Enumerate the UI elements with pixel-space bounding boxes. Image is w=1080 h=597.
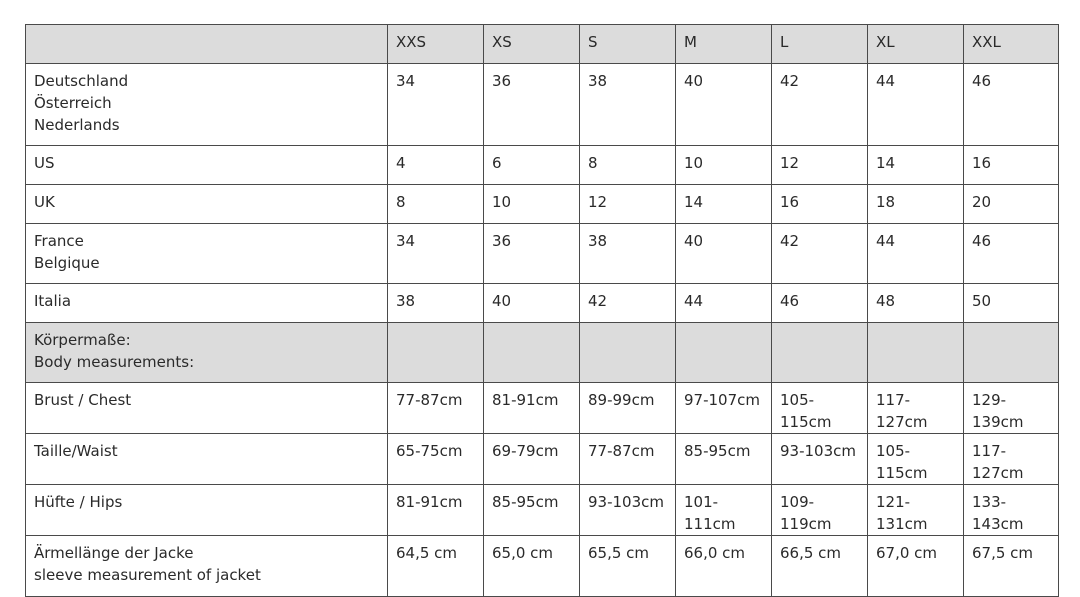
row-label: France Belgique <box>26 224 388 284</box>
row-label: UK <box>26 185 388 224</box>
table-cell: 4 <box>388 146 484 185</box>
table-cell: 16 <box>772 185 868 224</box>
table-cell: 10 <box>484 185 580 224</box>
table-cell: 44 <box>676 284 772 323</box>
table-cell: 42 <box>580 284 676 323</box>
table-cell: 38 <box>580 224 676 284</box>
table-row-de-at-nl <box>26 64 1059 146</box>
table-cell: 121-131cm <box>868 485 964 536</box>
table-row-uk <box>26 185 1059 224</box>
table-cell: 67,5 cm <box>964 536 1059 597</box>
table-cell: 10 <box>676 146 772 185</box>
table-cell: 8 <box>580 146 676 185</box>
table-cell: 97-107cm <box>676 383 772 434</box>
row-label: Ärmellänge der Jacke sleeve measurement of jacket <box>26 536 388 597</box>
size-header-row <box>26 25 1059 64</box>
table-cell: 109-119cm <box>772 485 868 536</box>
table-cell: 81-91cm <box>484 383 580 434</box>
table-cell: 64,5 cm <box>388 536 484 597</box>
row-label: US <box>26 146 388 185</box>
table-cell: 69-79cm <box>484 434 580 485</box>
table-cell <box>676 323 772 383</box>
table-cell: 16 <box>964 146 1059 185</box>
row-label: Deutschland Österreich Nederlands <box>26 64 388 146</box>
table-cell: 66,0 cm <box>676 536 772 597</box>
table-cell: 12 <box>580 185 676 224</box>
table-cell: 77-87cm <box>388 383 484 434</box>
row-label: Hüfte / Hips <box>26 485 388 536</box>
table-cell: 85-95cm <box>676 434 772 485</box>
size-header-m: M <box>676 25 772 64</box>
table-cell: 85-95cm <box>484 485 580 536</box>
row-label: Taille/Waist <box>26 434 388 485</box>
size-header-xxs: XXS <box>388 25 484 64</box>
table-cell: 40 <box>676 224 772 284</box>
table-cell: 40 <box>676 64 772 146</box>
table-cell: 42 <box>772 224 868 284</box>
table-cell: 42 <box>772 64 868 146</box>
table-cell: 6 <box>484 146 580 185</box>
table-cell: 14 <box>676 185 772 224</box>
table-row-us <box>26 146 1059 185</box>
table-cell: 36 <box>484 64 580 146</box>
table-cell: 36 <box>484 224 580 284</box>
table-cell: 65-75cm <box>388 434 484 485</box>
table-cell: 117-127cm <box>868 383 964 434</box>
table-cell: 46 <box>964 64 1059 146</box>
section-label: Körpermaße: Body measurements: <box>26 323 388 383</box>
size-header-l: L <box>772 25 868 64</box>
table-cell: 133-143cm <box>964 485 1059 536</box>
table-cell <box>868 323 964 383</box>
table-row-hips <box>26 485 1059 536</box>
size-header-xs: XS <box>484 25 580 64</box>
table-row-waist <box>26 434 1059 485</box>
table-cell <box>772 323 868 383</box>
table-cell: 18 <box>868 185 964 224</box>
table-row-fr-be <box>26 224 1059 284</box>
table-cell: 12 <box>772 146 868 185</box>
table-cell <box>580 323 676 383</box>
size-header-xxl: XXL <box>964 25 1059 64</box>
table-cell <box>388 323 484 383</box>
row-label: Italia <box>26 284 388 323</box>
table-cell: 105-115cm <box>772 383 868 434</box>
row-label: Brust / Chest <box>26 383 388 434</box>
table-cell: 34 <box>388 224 484 284</box>
table-cell: 46 <box>772 284 868 323</box>
table-cell: 14 <box>868 146 964 185</box>
table-cell: 66,5 cm <box>772 536 868 597</box>
table-cell: 8 <box>388 185 484 224</box>
table-cell: 20 <box>964 185 1059 224</box>
table-cell: 93-103cm <box>580 485 676 536</box>
size-header-s: S <box>580 25 676 64</box>
table-cell: 129-139cm <box>964 383 1059 434</box>
table-cell: 105-115cm <box>868 434 964 485</box>
table-cell: 46 <box>964 224 1059 284</box>
table-cell: 65,0 cm <box>484 536 580 597</box>
table-cell: 77-87cm <box>580 434 676 485</box>
table-cell <box>484 323 580 383</box>
table-cell: 117-127cm <box>964 434 1059 485</box>
table-row-italia <box>26 284 1059 323</box>
header-corner-cell <box>26 25 388 64</box>
table-cell: 93-103cm <box>772 434 868 485</box>
table-cell: 50 <box>964 284 1059 323</box>
size-chart-table <box>25 24 1059 597</box>
table-cell <box>964 323 1059 383</box>
table-row-sleeve <box>26 536 1059 597</box>
table-cell: 67,0 cm <box>868 536 964 597</box>
table-cell: 44 <box>868 64 964 146</box>
table-cell: 65,5 cm <box>580 536 676 597</box>
table-row-chest <box>26 383 1059 434</box>
body-measurements-section-row <box>26 323 1059 383</box>
table-cell: 38 <box>388 284 484 323</box>
table-cell: 89-99cm <box>580 383 676 434</box>
table-cell: 101-111cm <box>676 485 772 536</box>
table-cell: 48 <box>868 284 964 323</box>
table-cell: 38 <box>580 64 676 146</box>
size-header-xl: XL <box>868 25 964 64</box>
table-cell: 34 <box>388 64 484 146</box>
table-cell: 40 <box>484 284 580 323</box>
table-cell: 81-91cm <box>388 485 484 536</box>
table-cell: 44 <box>868 224 964 284</box>
